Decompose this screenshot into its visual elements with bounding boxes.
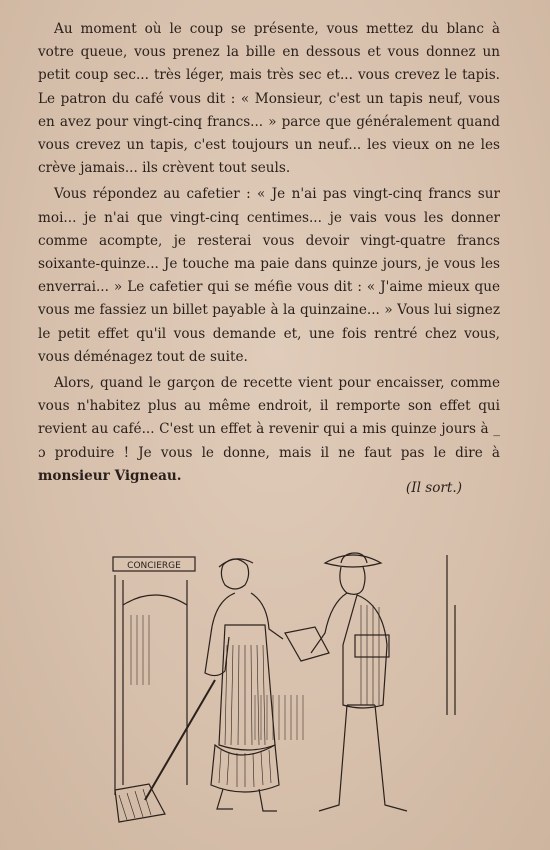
man-figure	[311, 553, 407, 811]
paragraph-2: Vous répondez au cafetier : « Je n'ai pas vingt-cinq francs sur moi... je n'ai que vingt-cinq centimes... je vais vous les donner comme acompte, je resterai vous devoir vingt-quatre francs soixante-quinze... Je touche ma paie dans quinze jours, je vous les enverrai... » Le cafetier qui se méfie vous dit : « J'aime mieux que vous me fassiez un billet payable à la quinzaine... » Vous lui signez le petit effet qu'il vous demande et, une fois rentré chez vous, vous déménagez tout de suite.	[38, 186, 500, 365]
concierge-figure	[205, 559, 283, 811]
stage-direction: (Il sort.)	[405, 480, 462, 496]
engraving-illustration	[75, 545, 475, 840]
broom	[115, 680, 215, 822]
satchel	[355, 635, 389, 657]
signature-name: monsieur Vigneau.	[38, 467, 182, 484]
paragraph-3-text: Alors, quand le garçon de recette vient pour encaisser, comme vous n'habitez plus au même endroit, il remporte son effet qui revient au café... C'est un effet à revenir qui a mis quinze jours à _ ɔ produire ! Je vous le donne, mais il ne faut pas le dire à	[38, 375, 500, 461]
body-text	[38, 18, 500, 488]
paragraph-1: Au moment où le coup se présente, vous mettez du blanc à votre queue, vous prenez la bille en dessous et vous donnez un petit coup sec... très léger, mais très sec et... vous crevez le tapis. Le patron du café vous dit : « Monsieur, c'est un tapis neuf, vous en avez pour vingt-cinq francs... » parce que généralement quand vous crevez un tapis, c'est toujours un neuf... les vieux on ne les crève jamais... ils crèvent tout seuls.	[38, 21, 500, 177]
concierge-sign: CONCIERGE	[127, 561, 181, 571]
paper-bill	[285, 627, 329, 661]
paragraph-3	[38, 372, 500, 488]
